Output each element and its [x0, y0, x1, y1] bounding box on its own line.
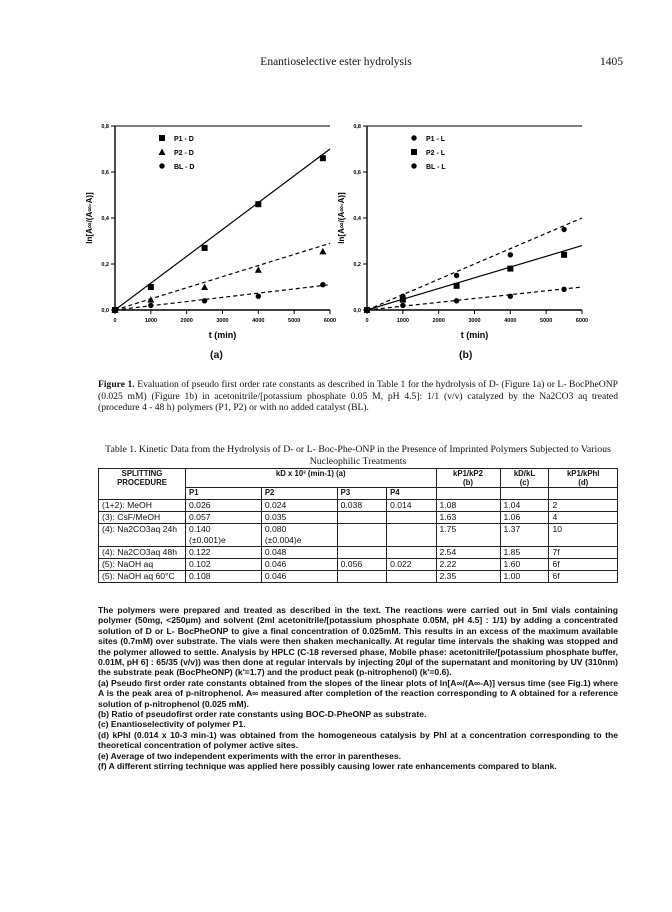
y-axis-label: ln[A∞/(A∞-A)] — [85, 192, 94, 244]
fit-line-1 — [367, 246, 582, 310]
table-cell — [337, 535, 386, 547]
x-tick-label: 6000 — [323, 318, 337, 324]
x-tick-label: 1000 — [144, 318, 157, 324]
table-cell — [337, 547, 386, 559]
col-p4: P4 — [387, 488, 436, 500]
legend-marker-1 — [159, 149, 166, 156]
table-cell: 1.37 — [500, 524, 549, 536]
data-point-series-2 — [112, 307, 117, 312]
fit-line-2 — [367, 287, 582, 310]
table-cell: 0.022 — [387, 559, 436, 571]
note-c: (c) Enantioselectivity of polymer P1. — [98, 719, 246, 730]
header-kp1-kp2: kP1/kP2 (b) — [436, 469, 500, 488]
y-tick-label: 0,8 — [353, 124, 361, 130]
table-cell: 0.080 — [261, 524, 337, 536]
x-axis-label: t (min) — [208, 330, 237, 340]
table-cell: 7f — [549, 547, 618, 559]
x-tick-label: 4000 — [504, 318, 517, 324]
y-tick-label: 0,4 — [353, 216, 361, 222]
table-cell: (4): Na2CO3aq 24h — [99, 524, 186, 536]
y-tick-label: 0,2 — [353, 262, 361, 268]
x-tick-label: 5000 — [288, 318, 301, 324]
data-point-series-2 — [256, 294, 261, 299]
caption-label: Figure 1. — [98, 379, 135, 390]
y-axis-label: ln[A∞/(A∞-A)] — [337, 192, 346, 244]
table-cell: 2.22 — [436, 559, 500, 571]
fit-line-2 — [115, 285, 330, 310]
data-point-series-0 — [508, 252, 513, 257]
legend-label: P1 - L — [426, 136, 446, 143]
header-kp1-kphi: kP1/kPhI (d) — [549, 469, 618, 488]
legend-label: BL - D — [174, 164, 195, 171]
note-b: (b) Ratio of pseudofirst order rate constants using BOC-D-PheONP as substrate. — [98, 709, 427, 720]
table-cell: 1.08 — [436, 500, 500, 512]
x-tick-label: 5000 — [540, 318, 553, 324]
table-cell: 1.04 — [500, 500, 549, 512]
legend-marker-0 — [159, 135, 165, 141]
data-point-series-0 — [148, 284, 154, 290]
y-tick-label: 0,8 — [101, 124, 109, 130]
x-tick-label: 3000 — [216, 318, 229, 324]
note-f: (f) A different stirring technique was applied here possibly causing lower rate enhancements compared to blank. — [98, 761, 557, 772]
table-row — [99, 524, 618, 536]
table-cell: 1.63 — [436, 512, 500, 524]
legend-label: P2 - L — [426, 150, 446, 157]
legend-marker-1 — [411, 149, 417, 155]
x-tick-label: 0 — [113, 318, 117, 324]
note-main: The polymers were prepared and treated as described in the text. The reactions were carried out in 5ml vials containing polymer (50mg, <250µm) and solvent (2ml acetonitrile/[potassium phosphate 0.05M, pH 4.5] : 1/1) by adding a concentrated solution of D or L- BocPheONP to give a final concentration of 0.025mM. This results in an excess of the maximum available sites (0.7mM) over substrate. The vials were then shaken mechanically. At regular time intervals the shaking was stopped and the polymer allowed to settle. Analysis by HPLC (C-18 reversed phase, Mobile phase: acetonitrile/[potassium phosphate buffer, 0.01M, pH 6] : 65/35 (v/v)) was then done at regular intervals by injecting 20µl of the supernatant and monitoring by UV (310nm) the substrate peak (BocPheONP) (k'=1.7) and the product peak (p-nitrophenol) (k'=0.6). — [98, 605, 618, 678]
table-cell — [387, 535, 436, 547]
col-p1: P1 — [186, 488, 262, 500]
table-cell — [99, 535, 186, 547]
table-cell: 1.00 — [500, 571, 549, 583]
figure-caption — [98, 379, 618, 414]
table-cell: 0.035 — [261, 512, 337, 524]
table-cell — [436, 535, 500, 547]
data-point-series-0 — [202, 245, 208, 251]
table-cell: (±0.001)e — [186, 535, 262, 547]
data-point-series-0 — [255, 201, 261, 207]
data-point-series-2 — [508, 294, 513, 299]
x-tick-label: 2000 — [432, 318, 445, 324]
chart-panel-b — [332, 116, 604, 351]
x-tick-label: 2000 — [180, 318, 193, 324]
table-cell: 0.057 — [186, 512, 262, 524]
table-cell: (±0.004)e — [261, 535, 337, 547]
x-axis-label: t (min) — [460, 330, 489, 340]
fit-line-1 — [115, 243, 330, 310]
data-point-series-2 — [364, 307, 369, 312]
table-cell — [387, 547, 436, 559]
table-cell: 0.140 — [186, 524, 262, 536]
table-cell — [387, 571, 436, 583]
running-header-title: Enantioselective ester hydrolysis — [260, 56, 412, 68]
table-cell: 2.35 — [436, 571, 500, 583]
data-point-series-1 — [201, 284, 208, 291]
table-cell — [549, 535, 618, 547]
x-tick-label: 6000 — [575, 318, 589, 324]
data-point-series-1 — [319, 248, 326, 255]
col-p2: P2 — [261, 488, 337, 500]
table-cell — [387, 512, 436, 524]
table-cell: 0.102 — [186, 559, 262, 571]
data-point-series-1 — [400, 297, 406, 303]
y-tick-label: 0,0 — [353, 308, 361, 314]
kinetic-table-wrapper — [98, 468, 618, 583]
y-tick-label: 0,0 — [101, 308, 109, 314]
x-tick-label: 4000 — [252, 318, 265, 324]
table-cell — [337, 571, 386, 583]
legend-marker-2 — [159, 163, 164, 168]
x-tick-label: 0 — [365, 318, 369, 324]
table-cell: (4): Na2CO3aq 48h — [99, 547, 186, 559]
table-cell: 0.108 — [186, 571, 262, 583]
note-a: (a) Pseudo first order rate constants obtained from the slopes of the linear plots of ln[A∞/(A∞-A)] versus time (see Fig.1) where A is the peak area of p-nitrophenol. A∞ measured after completion of the reaction corresponding to A obtained for a reference solution of p-nitrophenol (0.025 mM). — [98, 677, 618, 709]
table-cell: (3): CsF/MeOH — [99, 512, 186, 524]
table-row — [99, 500, 618, 512]
data-point-series-0 — [561, 227, 566, 232]
table-cell — [500, 535, 549, 547]
table-cell: 0.026 — [186, 500, 262, 512]
data-point-series-1 — [255, 266, 262, 273]
table-notes — [98, 605, 618, 772]
note-d: (d) kPhI (0.014 x 10-3 min-1) was obtained from the homogeneous catalysis by PhI at a concentration corresponding to the theoretical concentration of polymer active sites. — [98, 729, 618, 751]
data-point-series-1 — [561, 252, 567, 258]
x-tick-label: 3000 — [468, 318, 481, 324]
table-cell: (1+2): MeOH — [99, 500, 186, 512]
table-title: Table 1. Kinetic Data from the Hydrolysis of D- or L- Boc-Phe-ONP in the Presence of Imprinted Polymers Subjected to Various Nucleophilic Treatments — [105, 444, 611, 467]
table-cell: 10 — [549, 524, 618, 536]
table-cell: 0.046 — [261, 559, 337, 571]
table-cell: 1.85 — [500, 547, 549, 559]
header-kd: kD x 10³ (min-1) (a) — [186, 469, 437, 488]
table-cell: (5): NaOH aq — [99, 559, 186, 571]
table-cell: 0.038 — [337, 500, 386, 512]
legend-marker-2 — [411, 163, 416, 168]
data-point-series-1 — [507, 266, 513, 272]
chart-a-svg — [80, 116, 352, 346]
y-tick-label: 0,2 — [101, 262, 109, 268]
legend-marker-0 — [411, 135, 416, 140]
data-point-series-2 — [400, 303, 405, 308]
table-cell: 2.54 — [436, 547, 500, 559]
kinetic-data-table — [98, 468, 618, 583]
table-cell — [337, 524, 386, 536]
data-point-series-2 — [454, 298, 459, 303]
note-e: (e) Average of two independent experiments with the error in parentheses. — [98, 750, 402, 761]
x-tick-label: 1000 — [396, 318, 409, 324]
header-splitting-procedure: SPLITTING PROCEDURE — [99, 469, 186, 500]
panel-label-b: (b) — [459, 349, 473, 361]
table-cell: (5): NaOH aq 60°C — [99, 571, 186, 583]
table-cell: 6f — [549, 559, 618, 571]
y-tick-label: 0,6 — [101, 170, 109, 176]
fit-line-0 — [115, 149, 330, 310]
table-cell: 0.048 — [261, 547, 337, 559]
data-point-series-2 — [148, 303, 153, 308]
table-cell: 1.60 — [500, 559, 549, 571]
fit-line-0 — [367, 218, 582, 310]
chart-b-svg — [332, 116, 604, 346]
legend-label: P1 - D — [174, 136, 194, 143]
table-body — [99, 500, 618, 583]
table-cell: 0.122 — [186, 547, 262, 559]
data-point-series-0 — [320, 155, 326, 161]
table-cell: 0.046 — [261, 571, 337, 583]
table-cell — [337, 512, 386, 524]
table-cell: 4 — [549, 512, 618, 524]
y-tick-label: 0,4 — [101, 216, 109, 222]
data-point-series-2 — [320, 282, 325, 287]
table-cell: 1.06 — [500, 512, 549, 524]
panel-label-a: (a) — [210, 349, 223, 361]
data-point-series-0 — [454, 273, 459, 278]
legend-label: BL - L — [426, 164, 446, 171]
header-kd-kl: kD/kL (c) — [500, 469, 549, 488]
legend-label: P2 - D — [174, 150, 194, 157]
data-point-series-1 — [454, 283, 460, 289]
table-cell: 2 — [549, 500, 618, 512]
table-row — [99, 512, 618, 524]
caption-text: Evaluation of pseudo first order rate constants as described in Table 1 for the hydrolysis of D- (Figure 1a) or L- BocPheONP (0.025 mM) (Figure 1b) in acetonitrile/[potassium phosphate 0.05 M, pH 4.5]: 1/1 (v/v) catalyzed by the Na2CO3 aq treated (procedure 4 - 48 h) polymers (P1, P2) or with no added catalyst (BL). — [98, 379, 618, 414]
y-tick-label: 0,6 — [353, 170, 361, 176]
table-cell: 0.014 — [387, 500, 436, 512]
table-row — [99, 559, 618, 571]
table-row — [99, 547, 618, 559]
data-point-series-2 — [202, 298, 207, 303]
table-cell: 0.024 — [261, 500, 337, 512]
data-point-series-2 — [561, 287, 566, 292]
table-cell: 6f — [549, 571, 618, 583]
table-cell: 0.056 — [337, 559, 386, 571]
table-cell: 1.75 — [436, 524, 500, 536]
table-row — [99, 571, 618, 583]
chart-panel-a — [80, 116, 352, 351]
col-p3: P3 — [337, 488, 386, 500]
table-cell — [387, 524, 436, 536]
page-number: 1405 — [600, 56, 623, 68]
table-row — [99, 535, 618, 547]
